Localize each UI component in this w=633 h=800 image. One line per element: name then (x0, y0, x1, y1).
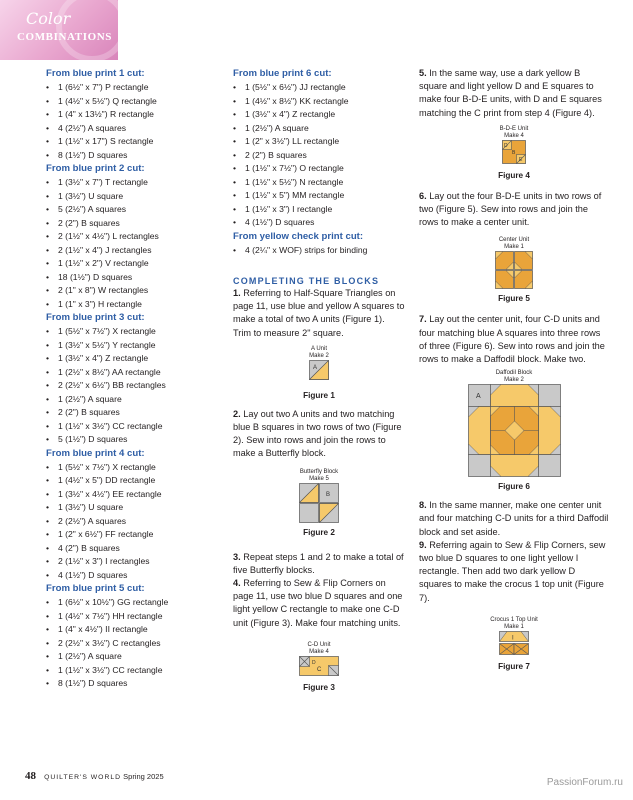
figure-title: Center Unit (498, 237, 530, 244)
column-1 (46, 67, 216, 691)
figure-3 (233, 642, 405, 694)
figure-caption: Figure 5 (498, 294, 530, 304)
list-item: • 1 (4½" x 7½") HH rectangle (46, 610, 216, 624)
figure-caption: Figure 4 (498, 170, 530, 180)
step-number: 7. (419, 314, 427, 325)
list-item: • 1 (2½" x 8½") AA rectangle (46, 366, 216, 380)
list-item: • 18 (1½") D squares (46, 271, 216, 285)
step-8 (419, 499, 609, 539)
c-label: C (317, 666, 322, 673)
list-item: • 1 (3½" x 5½") Y rectangle (46, 339, 216, 353)
figure-title: C-D Unit (307, 641, 331, 648)
step-text: Repeat steps 1 and 2 to make a total of five Butterfly blocks. (233, 551, 404, 575)
step-2 (233, 408, 405, 461)
step-number: 2. (233, 408, 241, 419)
step-text: In the same manner, make one center unit and four matching C-D units for a third Daffodil block and set aside. (419, 500, 609, 537)
list-item: • 4 (1½") D squares (233, 216, 405, 230)
list-item: • 1 (4" x 4½") II rectangle (46, 623, 216, 637)
list-item: • 1 (5½" x 7½") X rectangle (46, 325, 216, 339)
list-item: • 2 (2") B squares (46, 406, 216, 420)
list-item: • 2 (2") B squares (46, 217, 216, 231)
a-label: A (313, 364, 318, 371)
daffodil-block-diagram (468, 384, 561, 477)
figure-make: Make 1 (504, 623, 524, 630)
step-4 (233, 577, 405, 630)
c-d-unit-diagram (299, 656, 339, 676)
list-item: • 1 (1½" x 2") V rectangle (46, 257, 216, 271)
b-d-e-unit-diagram (502, 140, 526, 164)
figure-6 (419, 370, 609, 493)
cut-group-blue-5 (46, 582, 216, 691)
list-item: • 1 (6½" x 7") P rectangle (46, 81, 216, 95)
list-item: • 2 (1½" x 4") J rectangles (46, 244, 216, 258)
list-item: • 1 (2½") A square (46, 650, 216, 664)
list-item: • 1 (1½" x 3") I rectangle (233, 203, 405, 217)
figure-caption: Figure 1 (303, 390, 335, 400)
page-number: 48 (25, 770, 36, 782)
list-item: • 8 (1½") D squares (46, 149, 216, 163)
section-heading: COMPLETING THE BLOCKS (233, 276, 380, 286)
step-7 (419, 313, 609, 366)
figure-5 (419, 237, 609, 305)
center-unit-diagram (495, 251, 533, 289)
list-item: • 2 (1½" x 3") I rectangles (46, 555, 216, 569)
cut-heading: From blue print 4 cut: (46, 447, 145, 459)
list-item: • 2 (1½" x 4½") L rectangles (46, 230, 216, 244)
step-text: Lay out the center unit, four C-D units and four matching blue A squares into three rows of three (Figure 6). Sew into rows and join the rows to make a Daffodil block. Make two. (419, 314, 605, 365)
step-text: Referring again to Sew & Flip Corners, sew two blue D squares to one light yellow I rectangle. Then add two dark yellow D squares to make the crocus 1 top unit (Figure 7). (419, 539, 606, 603)
step-text: Referring to Sew & Flip Corners on page 11, use two blue D squares and one light yellow C rectangle to make one C-D unit (Figure 3). Make four matching units. (233, 578, 403, 628)
list-item: • 1 (1½" x 5") MM rectangle (233, 189, 405, 203)
section-banner (0, 0, 118, 60)
e-label: E (519, 156, 523, 163)
list-item: • 1 (4½" x 5") DD rectangle (46, 474, 216, 488)
banner-subtitle: COMBINATIONS (17, 31, 113, 43)
list-item: • 4 (2") B squares (46, 542, 216, 556)
figure-title: Butterfly Block (299, 468, 339, 475)
magazine-name: QUILTER'S WORLD (44, 774, 122, 781)
list-item: • 4 (2¼" x WOF) strips for binding (233, 244, 405, 258)
figure-caption: Figure 7 (498, 661, 530, 671)
step-5 (419, 67, 609, 120)
cut-group-blue-6 (233, 67, 405, 230)
list-item: • 1 (5½" x 6½") JJ rectangle (233, 81, 405, 95)
list-item: • 4 (1½") D squares (46, 569, 216, 583)
list-item: • 1 (2" x 6½") FF rectangle (46, 528, 216, 542)
b-label: B (512, 149, 516, 156)
list-item: • 1 (4½" x 8½") KK rectangle (233, 95, 405, 109)
step-text: Referring to Half-Square Triangles on page 11, use blue and yellow A squares to make a total of two A units (Figure 1). Trim to measure 2" square. (233, 288, 405, 338)
step-1 (233, 287, 405, 340)
list-item: • 2 (1" x 8") W rectangles (46, 284, 216, 298)
list-item: • 1 (2½") A square (233, 122, 405, 136)
list-item: • 1 (1½" x 17") S rectangle (46, 135, 216, 149)
list-item: • 2 (2") B squares (233, 149, 405, 163)
step-number: 5. (419, 68, 427, 78)
list-item: • 1 (4½" x 5½") Q rectangle (46, 95, 216, 109)
figure-make: Make 4 (309, 648, 329, 655)
i-label: I (512, 635, 514, 642)
cut-heading: From blue print 3 cut: (46, 312, 145, 323)
list-item: • 1 (3½" x 4½") EE rectangle (46, 488, 216, 502)
list-item: • 1 (1" x 3") H rectangle (46, 298, 216, 312)
figure-make: Make 2 (309, 352, 329, 359)
list-item: • 1 (4" x 13½") R rectangle (46, 108, 216, 122)
figure-make: Make 1 (504, 244, 524, 251)
figure-title: Daffodil Block (495, 370, 533, 377)
figure-1 (233, 346, 405, 402)
d-label: D (312, 659, 316, 666)
list-item: • 1 (2½") A square (46, 393, 216, 407)
column-2 (233, 67, 405, 694)
list-item: • 8 (1½") D squares (46, 677, 216, 691)
list-item: • 1 (6½" x 10½") GG rectangle (46, 596, 216, 610)
cut-heading: From blue print 6 cut: (233, 68, 332, 79)
list-item: • 1 (3½") U square (46, 190, 216, 204)
figure-caption: Figure 6 (498, 482, 530, 492)
cut-group-blue-4 (46, 447, 216, 583)
cut-heading: From blue print 5 cut: (46, 583, 145, 594)
step-number: 8. (419, 500, 427, 511)
list-item: • 1 (2" x 3½") LL rectangle (233, 135, 405, 149)
figure-title: Crocus 1 Top Unit (490, 616, 538, 623)
step-number: 6. (419, 190, 427, 201)
step-text: Lay out the four B-D-E units in two rows of two (Figure 5). Sew into rows and join the rows to make a center unit. (419, 190, 602, 228)
d-label: D (504, 142, 508, 149)
list-item: • 5 (1½") D squares (46, 433, 216, 447)
crocus-top-unit-diagram (499, 631, 529, 655)
banner-title: Color (26, 9, 71, 28)
cut-group-blue-3 (46, 311, 216, 447)
figure-make: Make 4 (504, 132, 524, 139)
figure-4 (419, 126, 609, 182)
list-item: • 1 (3½" x 4") Z rectangle (46, 352, 216, 366)
list-item: • 1 (1½" x 3½") CC rectangle (46, 420, 216, 434)
step-9 (419, 539, 609, 605)
page-footer (25, 770, 164, 782)
cut-heading: From blue print 2 cut: (46, 163, 145, 174)
list-item: • 2 (2½") A squares (46, 515, 216, 529)
list-item: • 1 (3½") U square (46, 501, 216, 515)
figure-make: Make 5 (309, 475, 329, 482)
issue-date: Spring 2025 (123, 772, 164, 781)
step-text: In the same way, use a dark yellow B square and light yellow D and E squares to make four B-D-E units, with D and E squares matching the C print from step 4 (Figure 4). (419, 68, 602, 118)
list-item: • 2 (2½" x 6½") BB rectangles (46, 379, 216, 393)
a-unit-diagram (309, 360, 329, 380)
list-item: • 4 (2½") A squares (46, 122, 216, 136)
list-item: • 1 (3½" x 4") Z rectangle (233, 108, 405, 122)
cut-group-blue-1 (46, 67, 216, 162)
step-6 (419, 190, 609, 230)
cut-heading: From yellow check print cut: (233, 230, 364, 242)
list-item: • 1 (3½" x 7") T rectangle (46, 176, 216, 190)
list-item: • 1 (1½" x 7½") O rectangle (233, 162, 405, 176)
cut-group-yellow-check (233, 230, 405, 258)
step-text: Lay out two A units and two matching blue B squares in two rows of two (Figure 2). Sew into rows and join the rows to make a Butterfly block. (233, 408, 402, 459)
figure-7 (419, 617, 609, 673)
figure-title: A Unit (310, 345, 327, 352)
butterfly-block-diagram (299, 483, 339, 523)
list-item: • 1 (1½" x 3½") CC rectangle (46, 664, 216, 678)
list-item: • 1 (1½" x 5½") N rectangle (233, 176, 405, 190)
figure-caption: Figure 2 (303, 527, 335, 537)
a-label: A (475, 393, 481, 401)
step-number: 9. (419, 539, 427, 550)
step-number: 3. (233, 551, 241, 562)
figure-caption: Figure 3 (303, 682, 335, 692)
column-3 (419, 67, 609, 673)
figure-2 (233, 469, 405, 539)
cut-group-blue-2 (46, 162, 216, 311)
list-item: • 2 (2½" x 3½") C rectangles (46, 637, 216, 651)
list-item: • 5 (2½") A squares (46, 203, 216, 217)
list-item: • 1 (5½" x 7½") X rectangle (46, 461, 216, 475)
figure-make: Make 2 (504, 377, 524, 384)
step-number: 1. (233, 288, 241, 298)
figure-title: B-D-E Unit (499, 125, 529, 132)
step-3 (233, 551, 405, 577)
b-label: B (326, 491, 331, 498)
watermark: PassionForum.ru (546, 777, 623, 788)
step-number: 4. (233, 578, 241, 589)
cut-heading: From blue print 1 cut: (46, 68, 145, 79)
